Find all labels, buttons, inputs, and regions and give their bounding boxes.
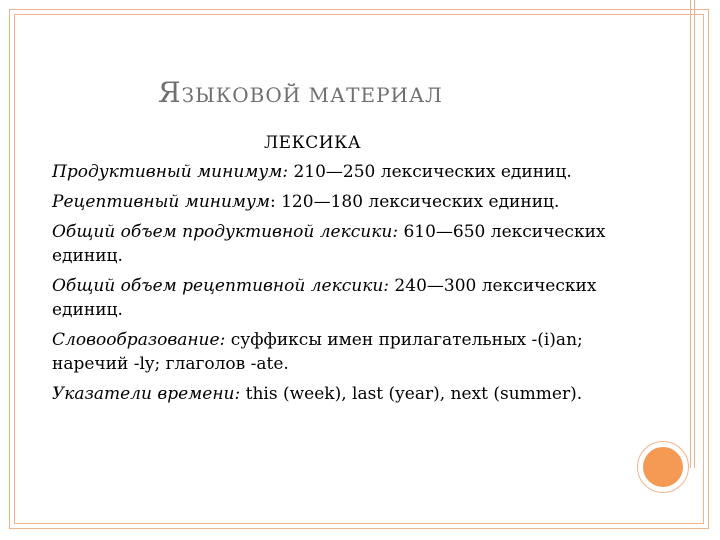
list-item — [52, 160, 632, 184]
item-text: this (week), last (year), next (summer). — [240, 384, 583, 404]
item-term: Указатели времени: — [52, 384, 241, 404]
title-rest: ЗЫКОВОЙ МАТЕРИАЛ — [181, 83, 443, 107]
item-term: Продуктивный минимум: — [52, 162, 289, 182]
frame-right-line — [690, 0, 691, 468]
list-item — [52, 274, 632, 322]
item-text: : 120—180 лексических единиц. — [269, 192, 560, 212]
slide-content — [52, 160, 632, 412]
item-term: Общий объем продуктивной лексики: — [52, 222, 399, 242]
item-term: Словообразование: — [52, 330, 226, 350]
slide-title — [158, 76, 443, 109]
item-term: Общий объем рецептивной лексики: — [52, 276, 390, 296]
frame-right-line-2 — [694, 0, 695, 468]
title-first-letter: Я — [158, 76, 182, 109]
list-item — [52, 328, 632, 376]
item-text: суффиксы имен прилагательных -(i)an; наречий -ly; глаголов -ate. — [52, 330, 583, 374]
list-item — [52, 220, 632, 268]
decorative-circle — [643, 447, 683, 487]
slide-subtitle: ЛЕКСИКА — [264, 133, 362, 153]
item-text: 610—650 лексических единиц. — [52, 222, 606, 266]
list-item — [52, 190, 632, 214]
list-item — [52, 382, 632, 406]
item-text: 240—300 лексических единиц. — [52, 276, 597, 320]
item-term: Рецептивный минимум — [52, 192, 270, 212]
item-text: 210—250 лексических единиц. — [288, 162, 572, 182]
